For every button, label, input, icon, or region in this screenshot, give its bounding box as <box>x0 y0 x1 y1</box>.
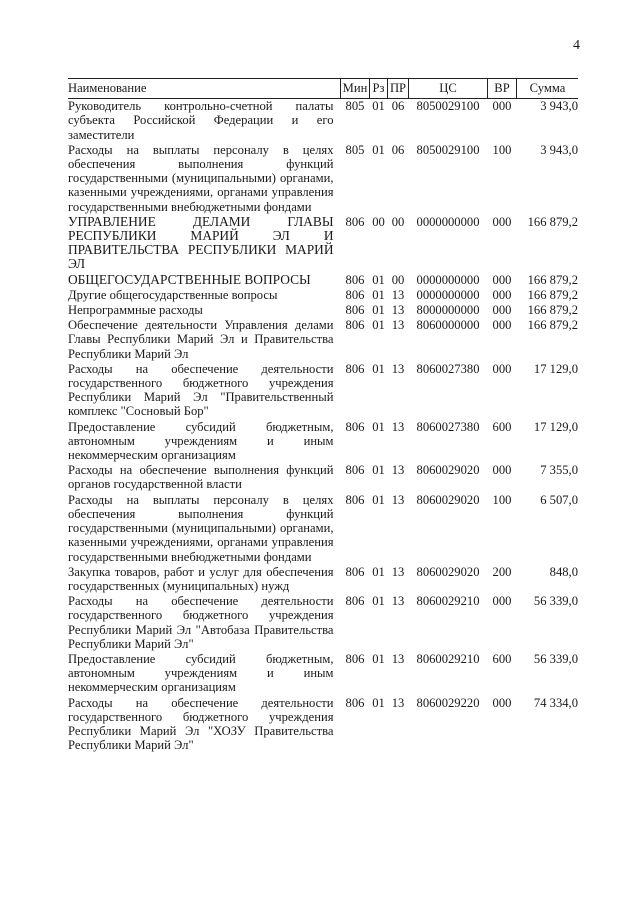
row-sum: 3 943,0 <box>540 99 578 114</box>
row-pr: 13 <box>391 695 405 710</box>
row-sum: 166 879,2 <box>527 214 578 229</box>
row-pr: 00 <box>391 272 405 287</box>
row-rz: 01 <box>372 594 385 609</box>
row-cs: 8060029020 <box>416 564 480 579</box>
table-row <box>68 420 578 464</box>
table-row <box>68 362 578 420</box>
row-cs: 8050029100 <box>416 142 480 157</box>
row-name: Расходы на выплаты персоналу в целях обеспечения выполнения функций государственными (муниципальными) органами, казенными учреждениями, органами управления государственными внебюджетными фондами <box>68 142 334 214</box>
row-min: 806 <box>345 463 365 478</box>
row-cs: 8060029210 <box>416 594 480 609</box>
row-min: 806 <box>345 303 365 318</box>
row-name: Непрограммные расходы <box>68 303 203 318</box>
row-min: 806 <box>345 492 365 507</box>
header-rz: Рз <box>370 79 388 99</box>
header-sum: Сумма <box>517 79 579 99</box>
table-row <box>68 303 578 318</box>
header-min: Мин <box>341 79 370 99</box>
row-rz: 01 <box>372 361 385 376</box>
row-min: 806 <box>345 651 365 666</box>
row-pr: 13 <box>391 361 405 376</box>
row-sum: 166 879,2 <box>527 287 578 302</box>
row-name: Расходы на выплаты персоналу в целях обеспечения выполнения функций государственными (муниципальными) органами, казенными учреждениями, органами управления государственными внебюджетными фондами <box>68 492 334 564</box>
table-row <box>68 652 578 696</box>
row-sum: 166 879,2 <box>527 303 578 318</box>
row-cs: 8050029100 <box>416 99 480 114</box>
row-min: 806 <box>345 287 365 302</box>
row-vr: 000 <box>492 287 512 302</box>
row-name: Предоставление субсидий бюджетным, автономным учреждениям и иным некоммерческим организациям <box>68 651 334 695</box>
row-pr: 13 <box>391 564 405 579</box>
row-sum: 3 943,0 <box>540 142 578 157</box>
row-sum: 6 507,0 <box>540 492 578 507</box>
row-min: 806 <box>345 695 365 710</box>
table-row <box>68 696 578 754</box>
row-name: Расходы на обеспечение деятельности государственного бюджетного учреждения Республики Марий Эл "Правительственный комплекс "Сосновый Бор" <box>68 361 334 419</box>
row-vr: 000 <box>492 214 512 229</box>
row-rz: 01 <box>372 287 385 302</box>
row-rz: 01 <box>372 695 385 710</box>
row-cs: 8060029210 <box>416 651 480 666</box>
table-row <box>68 594 578 652</box>
row-min: 806 <box>345 318 365 333</box>
row-sum: 848,0 <box>549 564 578 579</box>
row-vr: 100 <box>492 142 512 157</box>
row-cs: 8060000000 <box>416 318 480 333</box>
row-name: Расходы на обеспечение деятельности государственного бюджетного учреждения Республики Марий Эл "ХОЗУ Правительства Республики Марий Эл" <box>68 695 334 753</box>
row-vr: 000 <box>492 99 512 114</box>
row-vr: 000 <box>492 463 512 478</box>
row-min: 806 <box>345 419 365 434</box>
row-pr: 13 <box>391 651 405 666</box>
page-number: 4 <box>573 38 580 53</box>
row-rz: 01 <box>372 463 385 478</box>
table-body <box>68 99 578 754</box>
row-min: 806 <box>345 214 365 229</box>
row-name: Закупка товаров, работ и услуг для обеспечения государственных (муниципальных) нужд <box>68 564 334 593</box>
row-vr: 000 <box>492 318 512 333</box>
row-pr: 13 <box>391 594 405 609</box>
header-name: Наименование <box>68 79 341 99</box>
row-vr: 100 <box>492 492 512 507</box>
row-name: Расходы на обеспечение выполнения функций органов государственной власти <box>68 463 334 492</box>
row-cs: 8060027380 <box>416 419 480 434</box>
row-min: 806 <box>345 272 365 287</box>
row-cs: 8060029020 <box>416 463 480 478</box>
row-cs: 0000000000 <box>416 287 480 302</box>
row-min: 806 <box>345 564 365 579</box>
header-cs: ЦС <box>409 79 488 99</box>
row-vr: 600 <box>492 651 512 666</box>
row-min: 806 <box>345 361 365 376</box>
budget-table <box>68 78 578 753</box>
table-row <box>68 493 578 565</box>
row-rz: 01 <box>372 419 385 434</box>
row-sum: 74 334,0 <box>533 695 578 710</box>
row-rz: 01 <box>372 99 385 114</box>
row-name: Расходы на обеспечение деятельности государственного бюджетного учреждения Республики Марий Эл "Автобаза Правительства Республики Марий Эл" <box>68 594 334 651</box>
row-name: Обеспечение деятельности Управления делами Главы Республики Марий Эл и Правительства Республики Марий Эл <box>68 318 334 361</box>
row-vr: 200 <box>492 564 512 579</box>
row-vr: 000 <box>492 361 512 376</box>
table-row <box>68 143 578 215</box>
row-pr: 13 <box>391 419 405 434</box>
row-rz: 01 <box>372 303 385 318</box>
row-sum: 17 129,0 <box>533 419 578 434</box>
row-pr: 13 <box>391 492 405 507</box>
row-rz: 00 <box>372 214 385 229</box>
row-rz: 01 <box>372 272 385 287</box>
row-pr: 13 <box>391 463 405 478</box>
table-row <box>68 318 578 362</box>
row-sum: 166 879,2 <box>527 318 578 333</box>
row-sum: 17 129,0 <box>533 361 578 376</box>
row-vr: 000 <box>492 594 512 609</box>
row-pr: 00 <box>391 214 405 229</box>
row-name: Предоставление субсидий бюджетным, автономным учреждениям и иным некоммерческим организациям <box>68 419 334 463</box>
row-rz: 01 <box>372 318 385 333</box>
row-rz: 01 <box>372 564 385 579</box>
row-rz: 01 <box>372 651 385 666</box>
row-cs: 8000000000 <box>416 303 480 318</box>
row-vr: 600 <box>492 419 512 434</box>
row-cs: 8060027380 <box>416 361 480 376</box>
row-pr: 06 <box>391 142 405 157</box>
row-cs: 8060029020 <box>416 492 480 507</box>
row-min: 805 <box>345 99 365 114</box>
row-min: 806 <box>345 594 365 609</box>
table-row <box>68 288 578 303</box>
row-vr: 000 <box>492 272 512 287</box>
table-header <box>68 79 578 99</box>
row-pr: 13 <box>391 318 405 333</box>
row-pr: 06 <box>391 99 405 114</box>
table-row <box>68 215 578 273</box>
row-rz: 01 <box>372 142 385 157</box>
row-sum: 7 355,0 <box>540 463 578 478</box>
row-pr: 13 <box>391 303 405 318</box>
header-row <box>68 79 578 99</box>
table-row <box>68 463 578 492</box>
row-cs: 8060029220 <box>416 695 480 710</box>
table-row <box>68 565 578 594</box>
row-name: Другие общегосударственные вопросы <box>68 287 278 302</box>
table-row <box>68 99 578 143</box>
row-min: 805 <box>345 142 365 157</box>
row-sum: 56 339,0 <box>533 594 578 609</box>
row-cs: 0000000000 <box>416 214 480 229</box>
row-sum: 166 879,2 <box>527 272 578 287</box>
row-name: ОБЩЕГОСУДАРСТВЕННЫЕ ВОПРОСЫ <box>68 271 311 287</box>
row-vr: 000 <box>492 695 512 710</box>
header-vr: ВР <box>488 79 517 99</box>
row-name: Руководитель контрольно-счетной палаты субъекта Российской Федерации и его заместители <box>68 99 334 142</box>
row-cs: 0000000000 <box>416 272 480 287</box>
row-sum: 56 339,0 <box>533 651 578 666</box>
table-row <box>68 273 578 288</box>
row-rz: 01 <box>372 492 385 507</box>
row-vr: 000 <box>492 303 512 318</box>
header-pr: ПР <box>388 79 409 99</box>
row-name: УПРАВЛЕНИЕ ДЕЛАМИ ГЛАВЫ РЕСПУБЛИКИ МАРИЙ ЭЛ И ПРАВИТЕЛЬСТВА РЕСПУБЛИКИ МАРИЙ ЭЛ <box>68 213 334 272</box>
row-pr: 13 <box>391 287 405 302</box>
